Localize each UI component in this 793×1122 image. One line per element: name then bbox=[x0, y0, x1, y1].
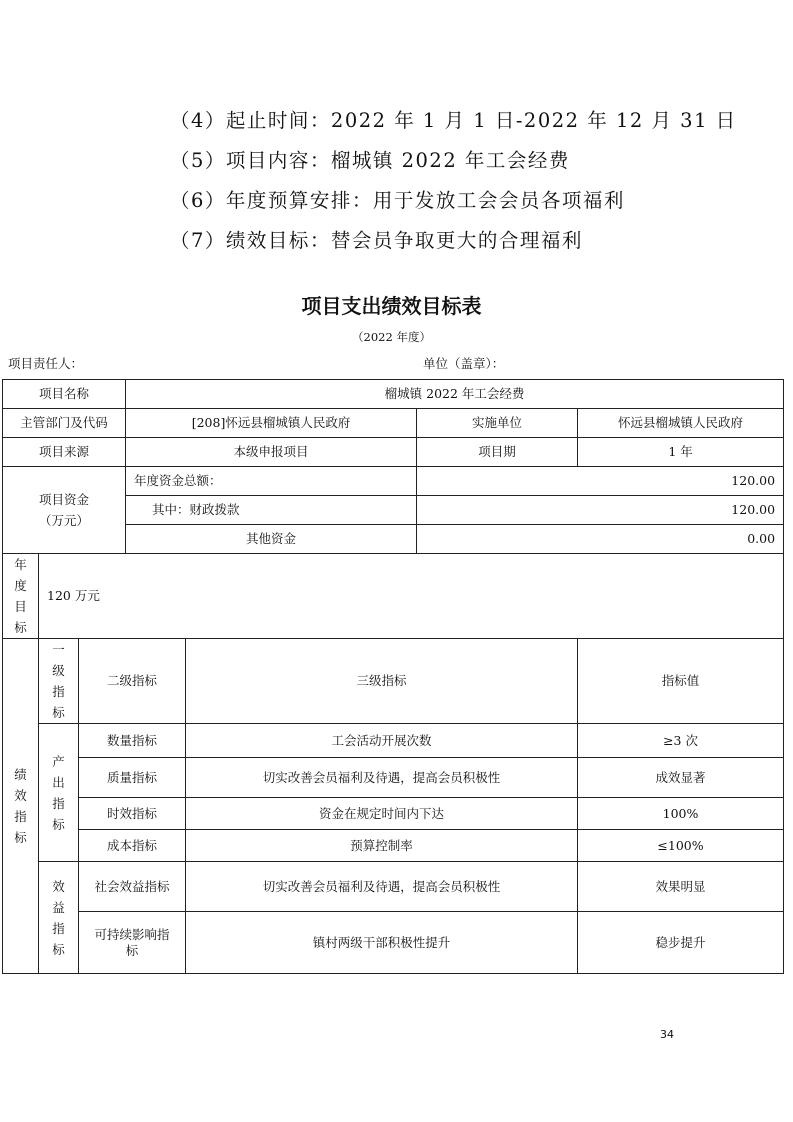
char: 指 bbox=[52, 684, 65, 699]
funds-label bbox=[3, 467, 126, 554]
char: 出 bbox=[52, 774, 65, 790]
output-l2: 质量指标 bbox=[79, 758, 186, 798]
value-header: 指标值 bbox=[578, 639, 784, 724]
char: 绩 bbox=[14, 767, 27, 782]
table-row bbox=[3, 467, 784, 496]
benefit-value: 稳步提升 bbox=[578, 912, 784, 974]
benefit-l3: 切实改善会员福利及待遇，提高会员积极性 bbox=[186, 862, 578, 912]
char: 标 bbox=[14, 830, 27, 845]
benefit-l2: 社会效益指标 bbox=[79, 862, 186, 912]
period-label: 项目期 bbox=[417, 438, 578, 467]
table-row bbox=[3, 554, 784, 639]
char: 效 bbox=[52, 878, 65, 894]
output-l3: 资金在规定时间内下达 bbox=[186, 798, 578, 830]
table-row bbox=[3, 724, 784, 758]
table-row bbox=[3, 639, 784, 724]
period-value: 1 年 bbox=[578, 438, 784, 467]
benefit-value: 效果明显 bbox=[578, 862, 784, 912]
output-value: ≥3 次 bbox=[578, 724, 784, 758]
output-l3: 工会活动开展次数 bbox=[186, 724, 578, 758]
char: 目 bbox=[14, 599, 27, 614]
source-label: 项目来源 bbox=[3, 438, 126, 467]
char: 一 bbox=[52, 642, 65, 657]
annual-goal-value: 120 万元 bbox=[39, 554, 784, 639]
dept-value: [208]怀远县榴城镇人民政府 bbox=[126, 409, 417, 438]
year-note: （2022 年度） bbox=[352, 330, 431, 344]
responsible-label: 项目责任人： bbox=[8, 356, 84, 371]
annual-goal-label bbox=[3, 554, 39, 639]
funds-total-value: 120.00 bbox=[417, 467, 784, 496]
project-name-label: 项目名称 bbox=[3, 380, 126, 409]
perf-label bbox=[3, 639, 39, 974]
table-row bbox=[3, 912, 784, 974]
performance-table bbox=[2, 379, 784, 974]
char: 标 bbox=[52, 941, 65, 957]
benefit-label bbox=[39, 862, 79, 974]
benefit-l2: 可持续影响指标 bbox=[79, 912, 186, 974]
char: 度 bbox=[14, 578, 27, 593]
char: 标 bbox=[52, 705, 65, 720]
table-row bbox=[3, 380, 784, 409]
paragraph-period: （4）起止时间：2022 年 1 月 1 日-2022 年 12 月 31 日 bbox=[170, 109, 737, 132]
char: 标 bbox=[14, 620, 27, 635]
table-row bbox=[3, 409, 784, 438]
table-row bbox=[3, 438, 784, 467]
output-l3: 预算控制率 bbox=[186, 830, 578, 862]
char: 指 bbox=[14, 809, 27, 824]
char: 产 bbox=[52, 753, 65, 769]
source-value: 本级申报项目 bbox=[126, 438, 417, 467]
char: 指 bbox=[52, 920, 65, 936]
impl-label: 实施单位 bbox=[417, 409, 578, 438]
char: 年 bbox=[14, 557, 27, 572]
output-label bbox=[39, 724, 79, 862]
dept-label: 主管部门及代码 bbox=[3, 409, 126, 438]
char: 标 bbox=[52, 816, 65, 832]
page-number: 34 bbox=[660, 1028, 674, 1041]
paragraph-goal: （7）绩效目标：替会员争取更大的合理福利 bbox=[170, 229, 583, 252]
output-value: 100% bbox=[578, 798, 784, 830]
char: 益 bbox=[52, 899, 65, 915]
table-row bbox=[3, 862, 784, 912]
output-value: 成效显著 bbox=[578, 758, 784, 798]
output-l2: 时效指标 bbox=[79, 798, 186, 830]
table-row bbox=[3, 830, 784, 862]
unit-label: 单位（盖章）： bbox=[423, 356, 505, 371]
funds-fiscal-label: 其中：财政拨款 bbox=[126, 496, 417, 525]
output-l2: 数量指标 bbox=[79, 724, 186, 758]
output-l3: 切实改善会员福利及待遇，提高会员积极性 bbox=[186, 758, 578, 798]
paragraph-content: （5）项目内容：榴城镇 2022 年工会经费 bbox=[170, 149, 570, 172]
funds-label-line: 项目资金 bbox=[39, 492, 90, 507]
output-l2: 成本指标 bbox=[79, 830, 186, 862]
table-row bbox=[3, 758, 784, 798]
funds-other-label: 其他资金 bbox=[126, 525, 417, 554]
funds-label-unit: （万元） bbox=[39, 513, 90, 528]
funds-fiscal-value: 120.00 bbox=[417, 496, 784, 525]
funds-total-label: 年度资金总额： bbox=[126, 467, 417, 496]
project-name-value: 榴城镇 2022 年工会经费 bbox=[126, 380, 784, 409]
level2-header: 二级指标 bbox=[79, 639, 186, 724]
table-title: 项目支出绩效目标表 bbox=[301, 294, 482, 318]
char: 指 bbox=[52, 795, 65, 811]
output-value: ≤100% bbox=[578, 830, 784, 862]
funds-other-value: 0.00 bbox=[417, 525, 784, 554]
table-row bbox=[3, 798, 784, 830]
benefit-l3: 镇村两级干部积极性提升 bbox=[186, 912, 578, 974]
impl-value: 怀远县榴城镇人民政府 bbox=[578, 409, 784, 438]
level1-header bbox=[39, 639, 79, 724]
char: 效 bbox=[14, 788, 27, 803]
paragraph-budget: （6）年度预算安排：用于发放工会会员各项福利 bbox=[170, 189, 625, 212]
char: 级 bbox=[52, 663, 65, 678]
level3-header: 三级指标 bbox=[186, 639, 578, 724]
